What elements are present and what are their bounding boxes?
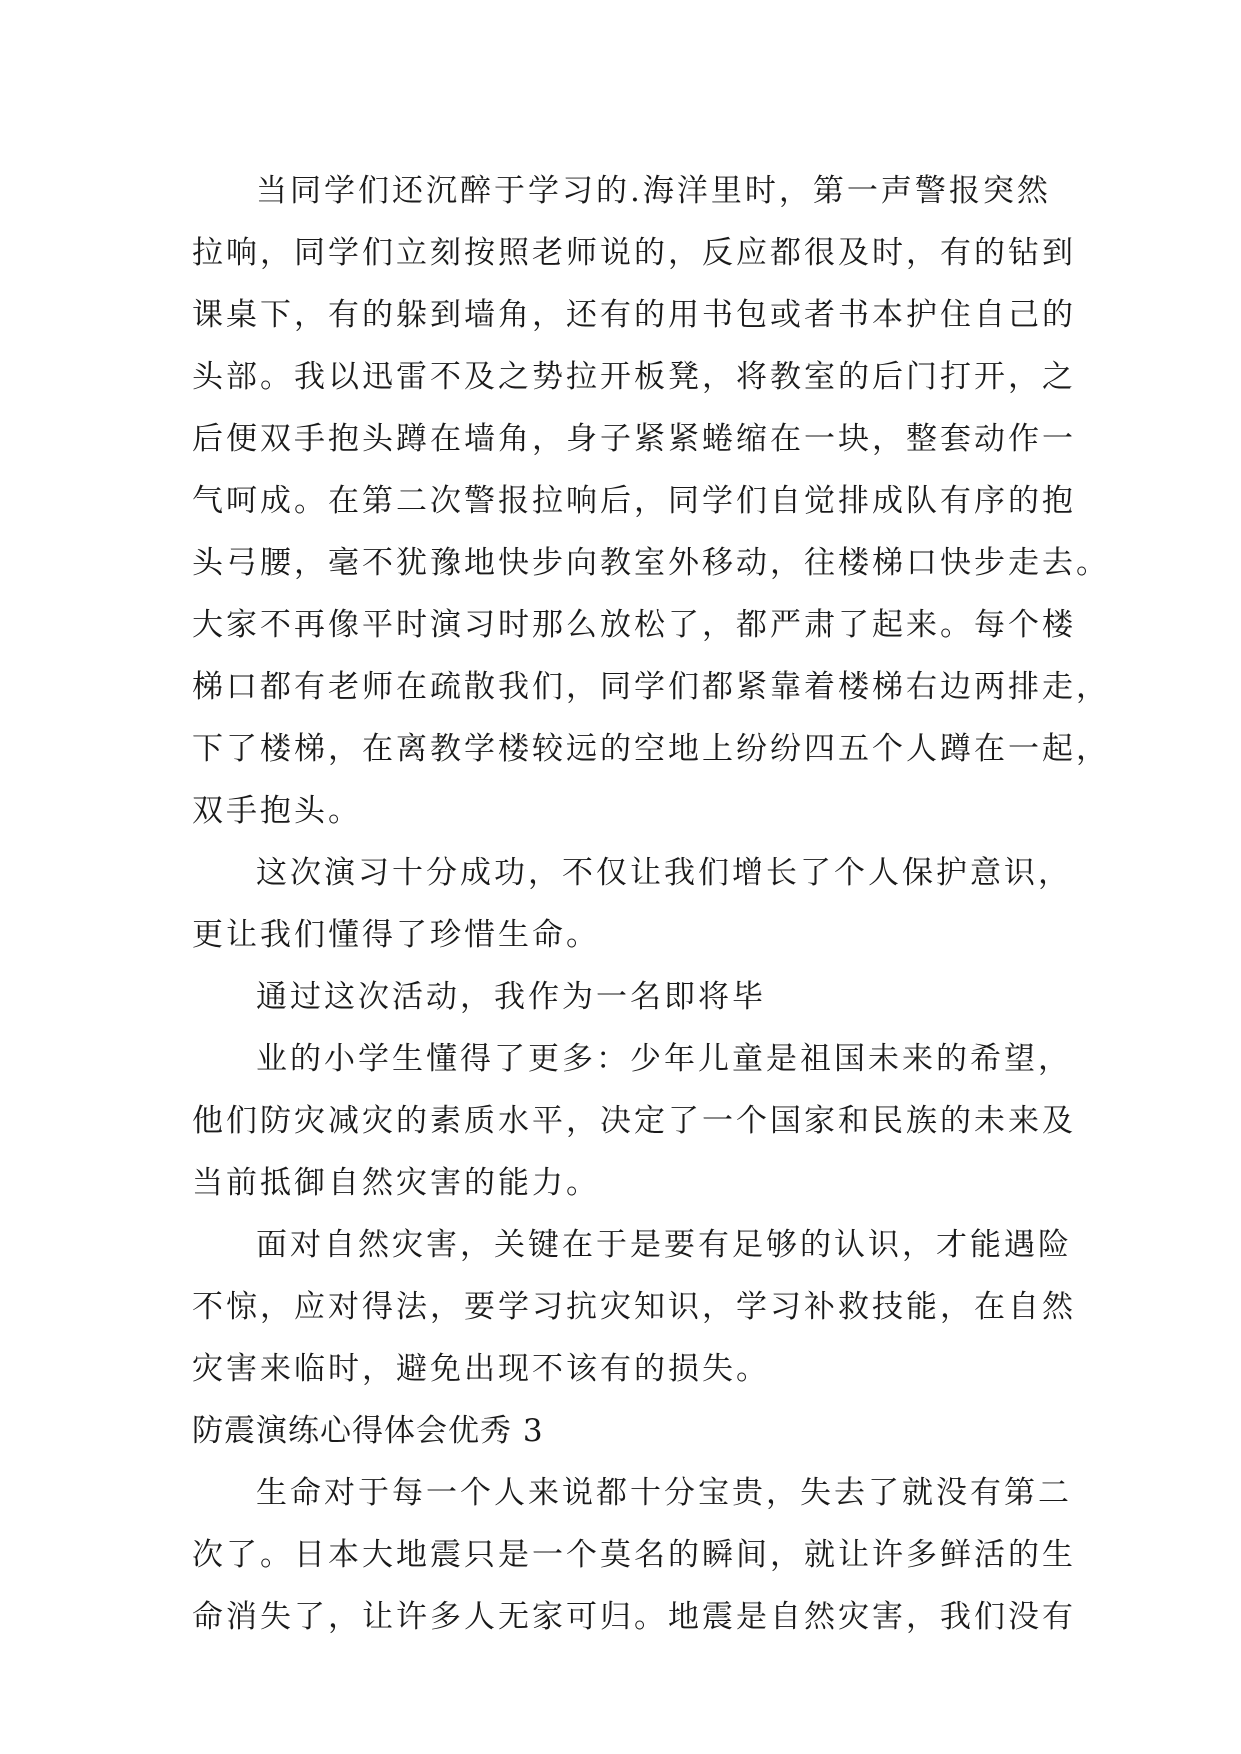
- text-line: 头弓腰，毫不犹豫地快步向教室外移动，往楼梯口快步走去。: [192, 545, 1110, 581]
- text-line: 次了。日本大地震只是一个莫名的瞬间，就让许多鲜活的生: [192, 1537, 1076, 1573]
- text-line: 后便双手抱头蹲在墙角，身子紧紧蜷缩在一块，整套动作一: [192, 421, 1076, 457]
- text-line: 这次演习十分成功，不仅让我们增长了个人保护意识，: [256, 855, 1072, 891]
- text-line: 课桌下，有的躲到墙角，还有的用书包或者书本护住自己的: [192, 297, 1076, 333]
- text-line: 灾害来临时，避免出现不该有的损失。: [192, 1351, 770, 1387]
- text-line: 面对自然灾害，关键在于是要有足够的认识，才能遇险: [256, 1227, 1072, 1263]
- section-heading: 防震演练心得体会优秀 3: [192, 1413, 544, 1449]
- text-line: 当同学们还沉醉于学习的.海洋里时，第一声警报突然: [256, 173, 1051, 209]
- text-line: 下了楼梯，在离教学楼较远的空地上纷纷四五个人蹲在一起，: [192, 731, 1110, 767]
- text-line: 大家不再像平时演习时那么放松了，都严肃了起来。每个楼: [192, 607, 1076, 643]
- text-line: 气呵成。在第二次警报拉响后，同学们自觉排成队有序的抱: [192, 483, 1076, 519]
- text-line: 拉响，同学们立刻按照老师说的，反应都很及时，有的钻到: [192, 235, 1076, 271]
- text-line: 通过这次活动，我作为一名即将毕: [256, 979, 766, 1015]
- document-page: [192, 160, 1110, 1648]
- text-line: 更让我们懂得了珍惜生命。: [192, 917, 600, 953]
- text-line: 生命对于每一个人来说都十分宝贵，失去了就没有第二: [256, 1475, 1072, 1511]
- text-line: 当前抵御自然灾害的能力。: [192, 1165, 600, 1201]
- text-line: 头部。我以迅雷不及之势拉开板凳，将教室的后门打开，之: [192, 359, 1076, 395]
- text-line: 双手抱头。: [192, 793, 362, 829]
- text-line: 命消失了，让许多人无家可归。地震是自然灾害，我们没有: [192, 1599, 1076, 1635]
- text-line: 他们防灾减灾的素质水平，决定了一个国家和民族的未来及: [192, 1103, 1076, 1139]
- text-line: 梯口都有老师在疏散我们，同学们都紧靠着楼梯右边两排走，: [192, 669, 1110, 705]
- text-line: 不惊，应对得法，要学习抗灾知识，学习补救技能，在自然: [192, 1289, 1076, 1325]
- text-line: 业的小学生懂得了更多：少年儿童是祖国未来的希望，: [256, 1041, 1072, 1077]
